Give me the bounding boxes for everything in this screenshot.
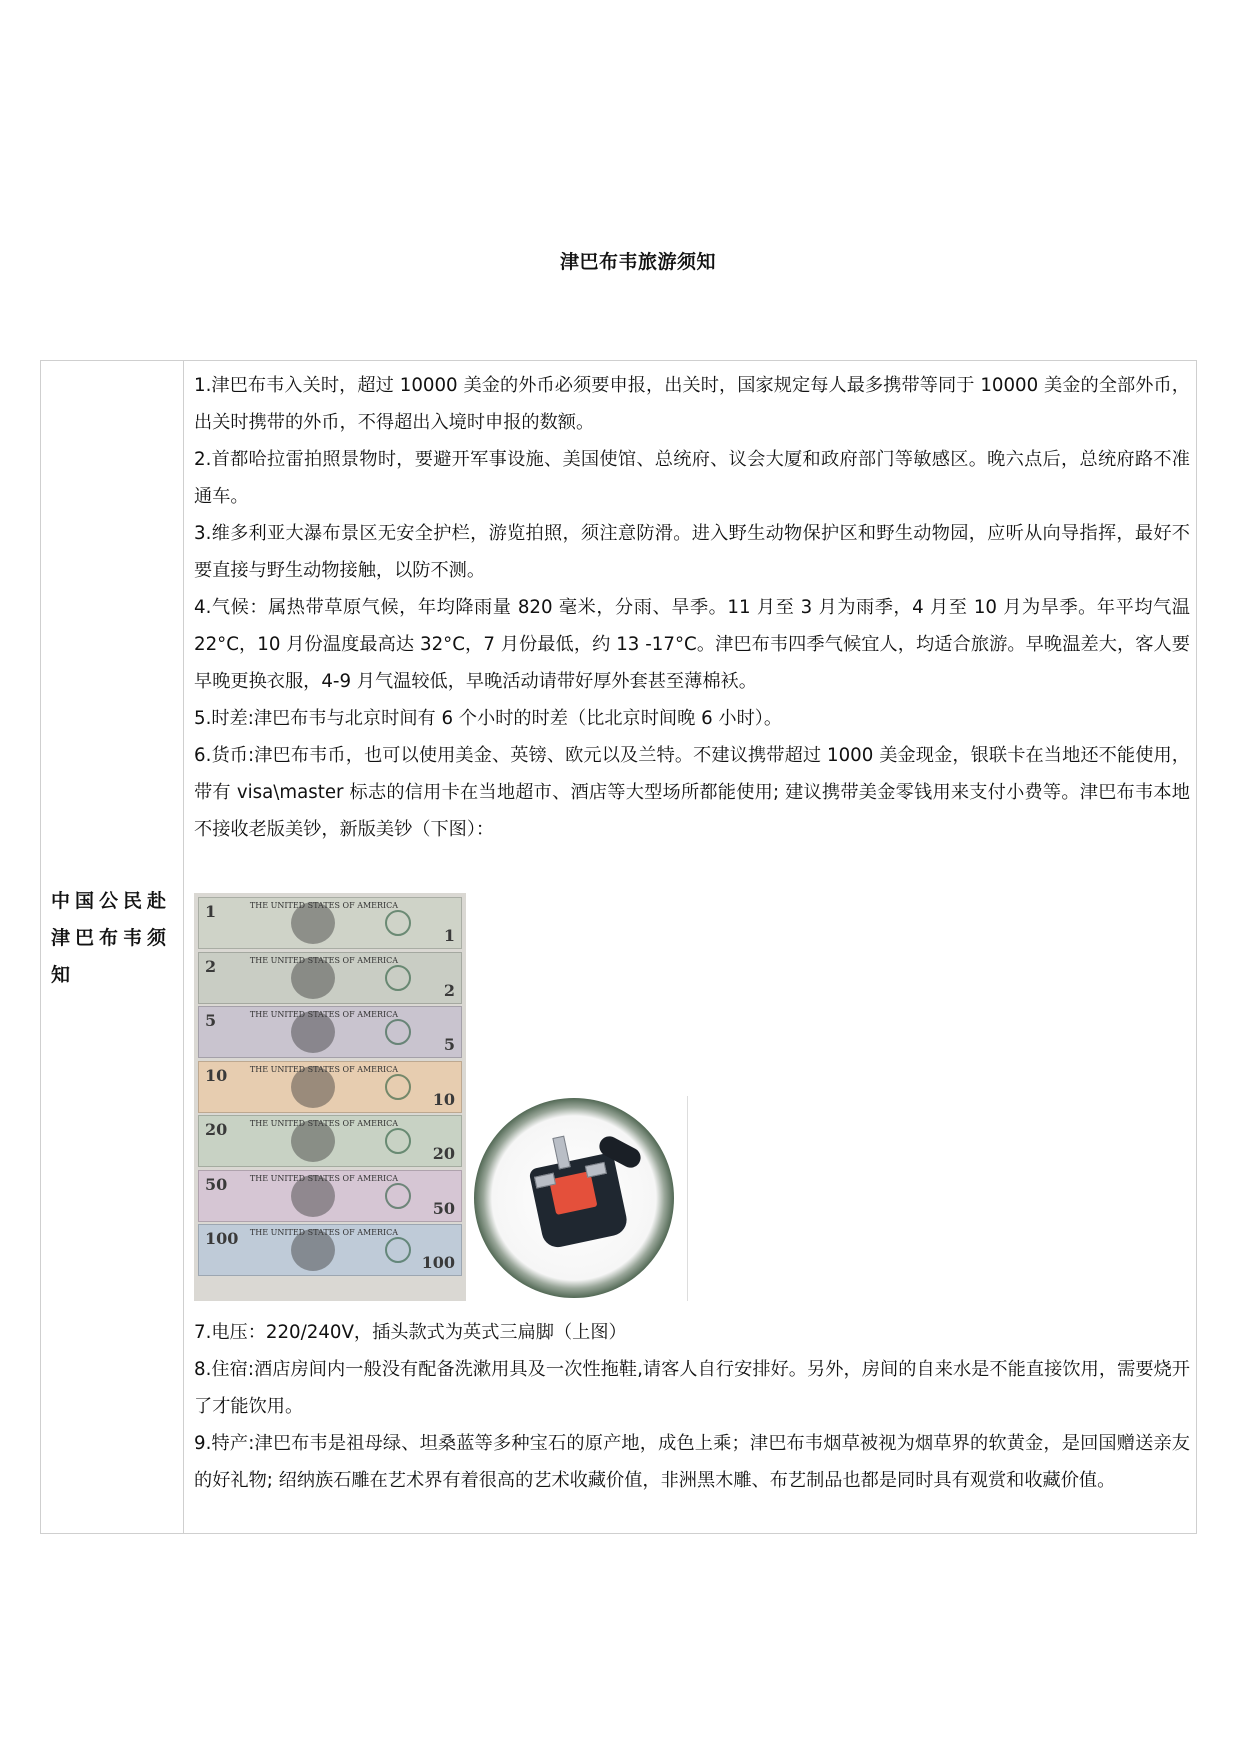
banknote-denomination-corner: 50 <box>432 1198 455 1218</box>
banknote-denomination: 1 <box>205 902 217 921</box>
content-cell <box>194 361 1190 1533</box>
portrait-icon <box>291 1229 335 1271</box>
treasury-seal-icon <box>385 1074 411 1100</box>
notice-paragraph-9: 9.特产:津巴布韦是祖母绿、坦桑蓝等多种宝石的原产地，成色上乘；津巴布韦烟草被视为烟草界的软黄金，是回国赠送亲友的好礼物; 绍纳族石雕在艺术界有着很高的艺术收藏价值，非洲黑木雕、布艺制品也都是同时具有观赏和收藏价值。 <box>194 1433 1190 1491</box>
banknote-denomination: 20 <box>205 1120 228 1139</box>
notice-paragraph-5: 5.时差:津巴布韦与北京时间有 6 个小时的时差（比北京时间晚 6 小时）。 <box>194 708 783 729</box>
plug-photo <box>470 1096 688 1301</box>
banknote-banner: THE UNITED STATES OF AMERICA <box>249 955 399 965</box>
notice-paragraph-1: 1.津巴布韦入关时，超过 10000 美金的外币必须要申报，出关时，国家规定每人最多携带等同于 10000 美金的全部外币，出关时携带的外币，不得超出入境时申报的数额。 <box>194 375 1190 433</box>
banknote-5 <box>198 1006 462 1058</box>
banknote-2 <box>198 952 462 1004</box>
banknote-denomination-corner: 20 <box>432 1144 455 1163</box>
plug-earth-pin <box>552 1136 570 1170</box>
us-banknotes-photo <box>194 893 466 1301</box>
banknote-denomination: 2 <box>205 956 217 976</box>
banknote-denomination: 10 <box>205 1065 228 1085</box>
notice-paragraph-2: 2.首都哈拉雷拍照景物时，要避开军事设施、美国使馆、总统府、议会大厦和政府部门等敏感区。晚六点后，总统府路不准通车。 <box>194 449 1190 507</box>
plug-neutral-pin <box>585 1162 607 1178</box>
banknote-100 <box>198 1224 462 1276</box>
portrait-icon <box>291 1175 335 1217</box>
banknote-denomination: 50 <box>205 1174 228 1194</box>
banknote-denomination-corner: 5 <box>443 1035 455 1054</box>
banknote-denomination-corner: 1 <box>443 926 455 945</box>
banknote-denomination-corner: 2 <box>443 980 455 1000</box>
treasury-seal-icon <box>385 1183 411 1209</box>
banknote-10 <box>198 1061 462 1113</box>
notice-table <box>40 360 1197 1534</box>
notice-paragraph-7: 7.电压：220/240V，插头款式为英式三扁脚（上图） <box>194 1322 627 1343</box>
banknote-banner: THE UNITED STATES OF AMERICA <box>249 1064 399 1074</box>
treasury-seal-icon <box>385 1128 411 1154</box>
notice-paragraph-3: 3.维多利亚大瀑布景区无安全护栏，游览拍照，须注意防滑。进入野生动物保护区和野生动物园，应听从向导指挥，最好不要直接与野生动物接触，以防不测。 <box>194 523 1190 581</box>
plug-face-panel <box>549 1171 598 1215</box>
label-cell <box>41 361 184 1533</box>
portrait-icon <box>291 1120 335 1162</box>
banknote-banner: THE UNITED STATES OF AMERICA <box>249 1228 399 1237</box>
row-label: 中国公民赴津巴布韦须知 <box>51 890 172 986</box>
treasury-seal-icon <box>385 1237 411 1263</box>
treasury-seal-icon <box>385 910 411 936</box>
banknote-banner: THE UNITED STATES OF AMERICA <box>249 1010 399 1019</box>
portrait-icon <box>291 902 335 944</box>
banknote-1 <box>198 897 462 949</box>
banknote-denomination-corner: 10 <box>432 1089 455 1109</box>
document-title: 津巴布韦旅游须知 <box>559 251 716 273</box>
notice-paragraph-4: 4.气候：属热带草原气候，年均降雨量 820 毫米，分雨、旱季。11 月至 3 月为雨季，4 月至 10 月为旱季。年平均气温 22°C，10 月份温度最高达 32°C，7 月份最低，约 13 -17°C。津巴布韦四季气候宜人，均适合旅游。早晚温差大，客人要早晚更换衣服，4-9 月气温较低，早晚活动请带好厚外套甚至薄棉袄。 <box>194 597 1190 692</box>
banknote-20 <box>198 1115 462 1167</box>
portrait-icon <box>291 1066 335 1108</box>
banknote-banner: THE UNITED STATES OF AMERICA <box>249 1173 399 1183</box>
banknote-denomination-corner: 100 <box>421 1253 455 1272</box>
uk-three-pin-plug-icon <box>528 1152 629 1250</box>
treasury-seal-icon <box>385 1019 411 1045</box>
banknote-banner: THE UNITED STATES OF AMERICA <box>249 1119 399 1128</box>
notice-paragraph-6: 6.货币:津巴布韦币，也可以使用美金、英镑、欧元以及兰特。不建议携带超过 1000 美金现金，银联卡在当地还不能使用，带有 visa\master 标志的信用卡在当地超市、酒店等大型场所都能使用; 建议携带美金零钱用来支付小费等。津巴布韦本地不接收老版美钞，新版美钞（下图）： <box>194 745 1190 840</box>
treasury-seal-icon <box>385 965 411 991</box>
banknote-banner: THE UNITED STATES OF AMERICA <box>249 901 399 910</box>
banknote-denomination: 100 <box>205 1229 239 1248</box>
portrait-icon <box>291 1011 335 1053</box>
portrait-icon <box>291 957 335 999</box>
notice-paragraph-8: 8.住宿:酒店房间内一般没有配备洗漱用具及一次性拖鞋,请客人自行安排好。另外，房间的自来水是不能直接饮用，需要烧开了才能饮用。 <box>194 1359 1190 1417</box>
plug-ring-frame <box>474 1098 674 1298</box>
banknote-50 <box>198 1170 462 1222</box>
banknote-denomination: 5 <box>205 1011 217 1030</box>
